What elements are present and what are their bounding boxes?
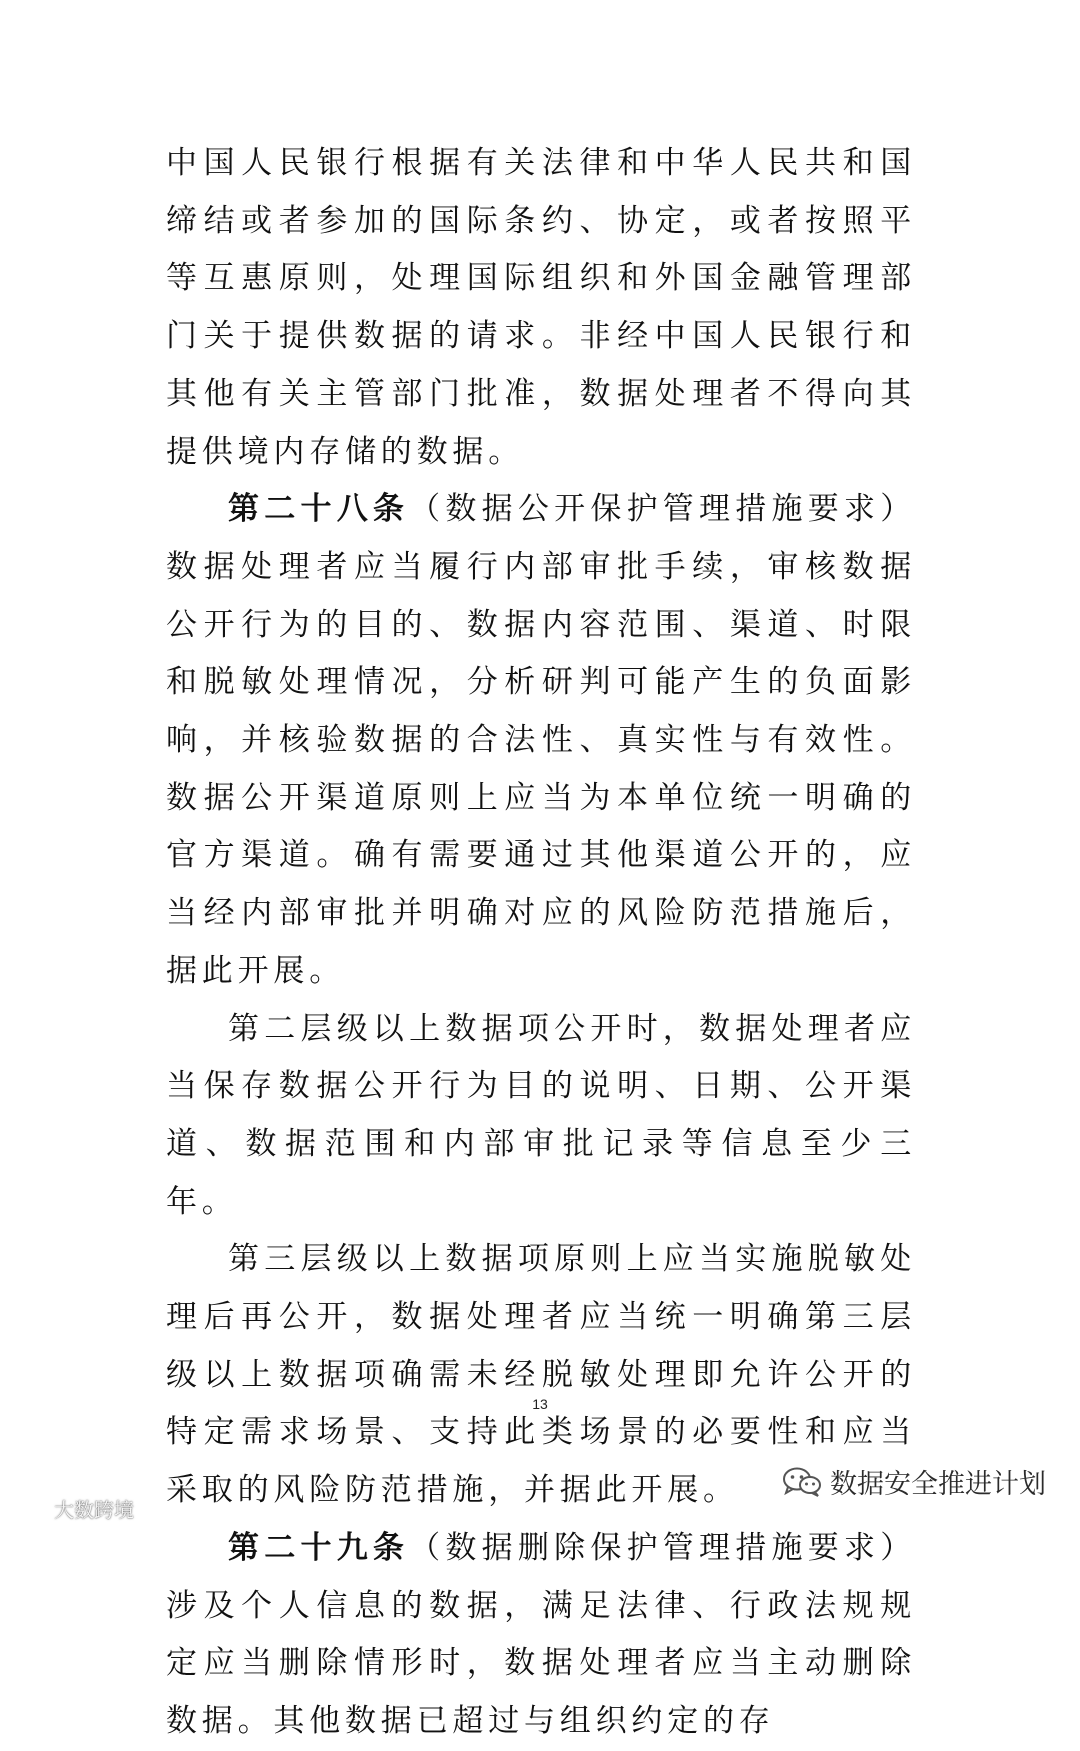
weibo-watermark [6, 1494, 134, 1523]
article-29 [166, 1520, 916, 1751]
article-29-title: 第二十九条 [228, 1529, 410, 1566]
body-text [166, 135, 916, 1751]
article-29-text: （数据删除保护管理措施要求）涉及个人信息的数据，满足法律、行政法规规定应当删除情形时，数据处理者应当主动删除数据。其他数据已超过与组织约定的存 [166, 1529, 917, 1739]
weibo-icon [6, 1497, 50, 1521]
article-28 [166, 481, 916, 1000]
paragraph-intl-requests [166, 135, 916, 481]
article-28-text: （数据公开保护管理措施要求）数据处理者应当履行内部审批手续，审核数据公开行为的目的、数据内容范围、渠道、时限和脱敏处理情况，分析研判可能产生的负面影响，并核验数据的合法性、真实性与有效性。数据公开渠道原则上应当为本单位统一明确的官方渠道。确有需要通过其他渠道公开的，应当经内部审批并明确对应的风险防范措施后，据此开展。 [166, 491, 917, 989]
article-28-title: 第二十八条 [228, 491, 410, 528]
paragraph-text: 中国人民银行根据有关法律和中华人民共和国缔结或者参加的国际条约、协定，或者按照平等互惠原则，处理国际组织和外国金融管理部门关于提供数据的请求。非经中国人民银行和其他有关主管部门批准，数据处理者不得向其提供境内存储的数据。 [166, 145, 916, 470]
paragraph-text: 第三层级以上数据项原则上应当实施脱敏处理后再公开，数据处理者应当统一明确第三层级以上数据项确需未经脱敏处理即允许公开的特定需求场景、支持此类场景的必要性和应当采取的风险防范措施，并据此开展。 [166, 1241, 916, 1509]
wechat-watermark [782, 1462, 1046, 1501]
paragraph-text: 第二层级以上数据项公开时，数据处理者应当保存数据公开行为目的说明、日期、公开渠道、数据范围和内部审批记录等信息至少三年。 [166, 1010, 916, 1220]
wechat-account-name: 数据安全推进计划 [830, 1469, 1046, 1500]
paragraph-level-2 [166, 1001, 916, 1232]
weibo-account-name: 大数跨境 [54, 1498, 134, 1522]
wechat-icon [782, 1466, 822, 1498]
page-number: 13 [532, 1396, 548, 1412]
